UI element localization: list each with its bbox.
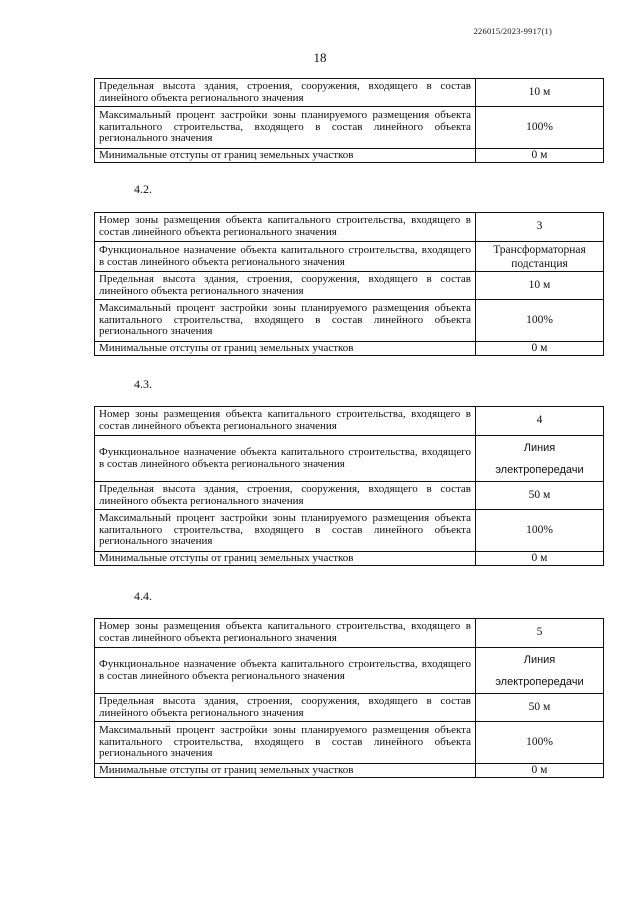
table-row <box>95 300 604 342</box>
document-number: 226015/2023-9917(1) <box>473 26 552 36</box>
page-number: 18 <box>313 50 327 65</box>
height-label: Предельная высота здания, строения, сооружения, входящего в состав линейного объекта регионального значения <box>95 482 476 510</box>
setback-label: Минимальные отступы от границ земельных участков <box>95 552 476 566</box>
table-zone-3 <box>94 212 604 356</box>
table-row <box>95 552 604 566</box>
table-row <box>95 149 604 163</box>
table-zone-5 <box>94 618 604 778</box>
height-label: Предельная высота здания, строения, сооружения, входящего в состав линейного объекта регионального значения <box>95 79 476 107</box>
table-top <box>94 78 604 163</box>
function-label: Функциональное назначение объекта капитального строительства, входящего в состав линейного объекта регионального значения <box>95 648 476 694</box>
zone-number-value: 4 <box>476 407 604 436</box>
zone-number-label: Номер зоны размещения объекта капитального строительства, входящего в состав линейного объекта регионального значения <box>95 619 476 648</box>
table-row <box>95 213 604 242</box>
setback-value: 0 м <box>476 552 604 566</box>
table-zone-4 <box>94 406 604 566</box>
height-value: 50 м <box>476 482 604 510</box>
zone-number-label: Номер зоны размещения объекта капитального строительства, входящего в состав линейного объекта регионального значения <box>95 213 476 242</box>
height-label: Предельная высота здания, строения, сооружения, входящего в состав линейного объекта регионального значения <box>95 272 476 300</box>
table-row <box>95 407 604 436</box>
percent-label: Максимальный процент застройки зоны планируемого размещения объекта капитального строительства, входящего в состав линейного объекта регионального значения <box>95 510 476 552</box>
table-row <box>95 764 604 778</box>
percent-value: 100% <box>476 300 604 342</box>
setback-value: 0 м <box>476 764 604 778</box>
setback-value: 0 м <box>476 342 604 356</box>
zone-number-value: 3 <box>476 213 604 242</box>
percent-value: 100% <box>476 510 604 552</box>
table-row <box>95 694 604 722</box>
function-label: Функциональное назначение объекта капитального строительства, входящего в состав линейного объекта регионального значения <box>95 436 476 482</box>
table-row <box>95 79 604 107</box>
table-row <box>95 619 604 648</box>
table-row <box>95 342 604 356</box>
percent-value: 100% <box>476 107 604 149</box>
table-row <box>95 722 604 764</box>
section-title: 4.2. <box>134 182 152 196</box>
function-value: Линия электропередачи <box>476 436 604 482</box>
setback-label: Минимальные отступы от границ земельных участков <box>95 149 476 163</box>
table-row <box>95 242 604 272</box>
setback-label: Минимальные отступы от границ земельных участков <box>95 342 476 356</box>
table-row <box>95 107 604 149</box>
percent-label: Максимальный процент застройки зоны планируемого размещения объекта капитального строительства, входящего в состав линейного объекта регионального значения <box>95 722 476 764</box>
table-row <box>95 648 604 694</box>
table-row <box>95 510 604 552</box>
setback-label: Минимальные отступы от границ земельных участков <box>95 764 476 778</box>
percent-value: 100% <box>476 722 604 764</box>
percent-label: Максимальный процент застройки зоны планируемого размещения объекта капитального строительства, входящего в состав линейного объекта регионального значения <box>95 300 476 342</box>
percent-label: Максимальный процент застройки зоны планируемого размещения объекта капитального строительства, входящего в состав линейного объекта регионального значения <box>95 107 476 149</box>
table-row <box>95 482 604 510</box>
section-title: 4.3. <box>134 377 152 391</box>
height-value: 50 м <box>476 694 604 722</box>
height-value: 10 м <box>476 79 604 107</box>
zone-number-value: 5 <box>476 619 604 648</box>
table-row <box>95 272 604 300</box>
height-value: 10 м <box>476 272 604 300</box>
zone-number-label: Номер зоны размещения объекта капитального строительства, входящего в состав линейного объекта регионального значения <box>95 407 476 436</box>
height-label: Предельная высота здания, строения, сооружения, входящего в состав линейного объекта регионального значения <box>95 694 476 722</box>
table-row <box>95 436 604 482</box>
function-value: Трансформаторная подстанция <box>476 242 604 272</box>
section-title: 4.4. <box>134 589 152 603</box>
function-label: Функциональное назначение объекта капитального строительства, входящего в состав линейного объекта регионального значения <box>95 242 476 272</box>
function-value: Линия электропередачи <box>476 648 604 694</box>
setback-value: 0 м <box>476 149 604 163</box>
